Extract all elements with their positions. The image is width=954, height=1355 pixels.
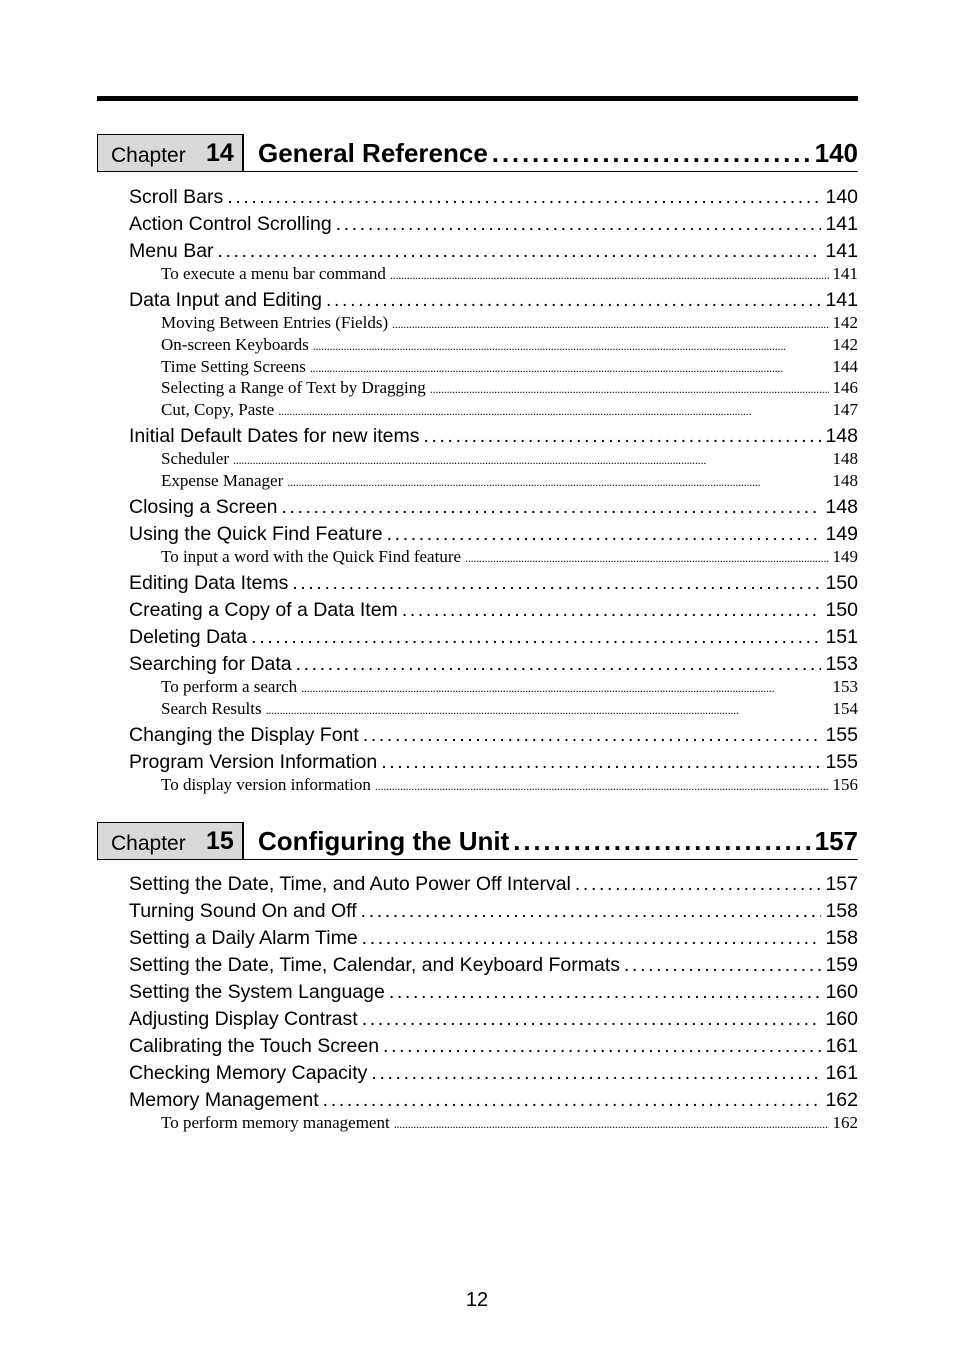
toc-entry-page: 141 [832, 264, 858, 283]
toc-entry-page: 142 [832, 313, 858, 332]
toc-entry-page: 159 [825, 954, 858, 976]
toc-entry-label: Checking Memory Capacity [129, 1062, 368, 1084]
toc-subentry[interactable] [161, 699, 858, 719]
toc-entry[interactable] [129, 523, 858, 546]
dot-leader [465, 547, 828, 567]
toc-subentry[interactable] [161, 677, 858, 697]
toc-entry-label: Scroll Bars [129, 186, 224, 208]
toc-entry-label: Searching for Data [129, 653, 292, 675]
toc-entry[interactable] [129, 425, 858, 448]
toc-entry-label: Action Control Scrolling [129, 213, 332, 235]
dot-leader [310, 357, 829, 377]
toc-entry[interactable] [129, 213, 858, 236]
dot-leader [390, 264, 829, 284]
dot-leader [371, 1062, 821, 1085]
toc-entry-label: Adjusting Display Contrast [129, 1008, 358, 1030]
toc-subentry[interactable] [161, 357, 858, 377]
toc-subentry[interactable] [161, 264, 858, 284]
toc-entry-page: 160 [825, 981, 858, 1003]
dot-leader [423, 425, 821, 448]
chapter-title: Configuring the Unit [258, 826, 510, 856]
toc-entry-label: Initial Default Dates for new items [129, 425, 420, 448]
toc-subentry[interactable] [161, 775, 858, 795]
toc-entry[interactable] [129, 626, 858, 649]
toc-entry-page: 141 [825, 240, 858, 262]
chapter-word: Chapter [111, 144, 186, 167]
dot-leader [336, 213, 822, 236]
dot-leader [492, 138, 811, 169]
toc-entry[interactable] [129, 599, 858, 622]
toc-entry-label: Data Input and Editing [129, 289, 322, 311]
toc-entry-page: 148 [825, 425, 858, 448]
dot-leader [381, 751, 821, 774]
toc-entry-page: 146 [832, 378, 858, 398]
toc-entry-label: Deleting Data [129, 626, 248, 648]
toc-entry-label: On-screen Keyboards [161, 334, 309, 354]
chapter-title-link[interactable] [258, 138, 858, 169]
toc-entry-label: Expense Manager [161, 471, 284, 490]
toc-entry-label: Selecting a Range of Text by Dragging [161, 378, 426, 398]
dot-leader [402, 599, 822, 622]
dot-leader [233, 449, 829, 469]
toc-entry[interactable] [129, 496, 858, 519]
toc-entry-page: 147 [832, 400, 858, 420]
toc-entry[interactable] [129, 724, 858, 747]
toc-entry-page: 155 [825, 750, 858, 773]
toc-entry-label: Setting a Daily Alarm Time [129, 927, 358, 949]
toc-entry-page: 155 [825, 723, 858, 746]
dot-leader [430, 378, 829, 398]
chapter-page: 157 [814, 826, 858, 856]
toc-entry-page: 154 [832, 698, 858, 718]
chapter-underline [243, 859, 858, 860]
toc-entry-page: 150 [825, 599, 858, 621]
toc-subentry[interactable] [161, 378, 858, 398]
dot-leader [361, 900, 822, 923]
toc-entry-page: 148 [832, 471, 858, 490]
toc-entry-page: 148 [832, 449, 858, 469]
dot-leader [227, 186, 821, 209]
dot-leader [296, 653, 822, 676]
dot-leader [513, 826, 810, 857]
toc-entry-label: Turning Sound On and Off [129, 900, 357, 922]
dot-leader [362, 927, 822, 950]
dot-leader [313, 335, 829, 355]
toc-entry-label: Time Setting Screens [161, 356, 306, 376]
page-number: 12 [465, 1289, 489, 1311]
dot-leader [362, 1008, 822, 1031]
dot-leader [287, 471, 828, 491]
toc-entry-page: 162 [832, 1113, 858, 1132]
toc-entry[interactable] [129, 240, 858, 263]
toc-entry-label: Editing Data Items [129, 572, 289, 594]
toc-entry-label: Menu Bar [129, 240, 214, 262]
toc-entry-label: Closing a Screen [129, 496, 278, 518]
dot-leader [323, 1089, 822, 1112]
dot-leader [266, 699, 829, 719]
dot-leader [387, 523, 822, 546]
toc-entry[interactable] [129, 954, 858, 977]
toc-entry[interactable] [129, 927, 858, 950]
toc-entry-label: Cut, Copy, Paste [161, 400, 275, 420]
toc-entry-page: 158 [825, 900, 858, 922]
dot-leader [363, 724, 822, 747]
toc-entry-page: 141 [825, 289, 858, 311]
dot-leader [282, 496, 822, 519]
top-rule [97, 96, 858, 101]
toc-entry-page: 161 [825, 1062, 858, 1084]
toc-entry-label: Changing the Display Font [129, 723, 359, 746]
dot-leader [383, 1035, 821, 1058]
chapter-page: 140 [814, 138, 858, 168]
dot-leader [375, 775, 829, 795]
chapter-14-header [97, 134, 858, 172]
toc-entry-page: 156 [832, 774, 858, 794]
toc-entry-label: Setting the System Language [129, 981, 385, 1003]
toc-entry-page: 157 [825, 873, 858, 895]
toc-entry-page: 150 [825, 572, 858, 594]
toc-subentry[interactable] [161, 1113, 858, 1133]
toc-entry-label: To execute a menu bar command [161, 264, 386, 283]
toc-entry[interactable] [129, 653, 858, 676]
chapter-number: 14 [206, 139, 234, 167]
dot-leader [389, 981, 822, 1004]
toc-entry-page: 149 [825, 523, 858, 545]
chapter-title-link[interactable] [258, 826, 858, 857]
toc-entry[interactable] [129, 751, 858, 774]
toc-entry[interactable] [129, 873, 858, 896]
toc-entry-page: 142 [832, 334, 858, 354]
toc-entry-label: To display version information [161, 774, 371, 794]
toc-entry[interactable] [129, 1008, 858, 1031]
dot-leader [624, 954, 821, 977]
toc-entry-page: 153 [825, 653, 858, 675]
toc-subentry[interactable] [161, 471, 858, 491]
toc-entry-page: 160 [825, 1008, 858, 1030]
dot-leader [301, 677, 828, 697]
toc-entry-page: 151 [825, 626, 858, 648]
toc-subentry[interactable] [161, 400, 858, 420]
chapter-underline [243, 171, 858, 172]
dot-leader [278, 400, 828, 420]
toc-entry-label: Search Results [161, 698, 262, 718]
toc-entry[interactable] [129, 572, 858, 595]
toc-entry-page: 140 [825, 186, 858, 208]
chapter-divider [243, 822, 244, 860]
dot-leader [394, 1113, 829, 1133]
toc-entry-label: Calibrating the Touch Screen [129, 1035, 380, 1057]
toc-entry-page: 161 [825, 1035, 858, 1057]
toc-entry-page: 144 [832, 356, 858, 376]
dot-leader [292, 572, 821, 595]
toc-subentry[interactable] [161, 313, 858, 333]
chapter-word: Chapter [111, 832, 186, 855]
toc-entry-label: Program Version Information [129, 750, 378, 773]
toc-entry[interactable] [129, 289, 858, 312]
chapter-title: General Reference [258, 138, 488, 168]
toc-entry-page: 141 [825, 213, 858, 235]
toc-entry-page: 153 [832, 677, 858, 696]
toc-entry-label: Scheduler [161, 449, 229, 469]
toc-entry-page: 162 [825, 1089, 858, 1111]
toc-subentry[interactable] [161, 547, 858, 567]
dot-leader [575, 873, 822, 896]
chapter-number: 15 [206, 827, 234, 855]
toc-entry-label: Setting the Date, Time, Calendar, and Keyboard Formats [129, 954, 621, 976]
toc-entry-page: 149 [832, 547, 858, 566]
toc-entry[interactable] [129, 1089, 858, 1112]
dot-leader [251, 626, 821, 649]
chapter-15-header [97, 822, 858, 860]
toc-entry-label: To input a word with the Quick Find feature [161, 547, 462, 566]
dot-leader [392, 313, 828, 333]
toc-entry[interactable] [129, 900, 858, 923]
toc-entry-page: 158 [825, 927, 858, 949]
toc-entry[interactable] [129, 1035, 858, 1058]
toc-entry[interactable] [129, 186, 858, 209]
chapter-label-box [97, 822, 243, 860]
toc-entry-label: Setting the Date, Time, and Auto Power Off Interval [129, 873, 571, 895]
toc-subentry[interactable] [161, 335, 858, 355]
toc-entry[interactable] [129, 1062, 858, 1085]
toc-entry-label: Memory Management [129, 1089, 319, 1111]
toc-entry-page: 148 [825, 496, 858, 518]
toc-entry-label: Using the Quick Find Feature [129, 523, 383, 545]
dot-leader [326, 289, 821, 312]
toc-subentry[interactable] [161, 449, 858, 469]
toc-entry-label: To perform a search [161, 677, 298, 696]
toc-entry-label: Moving Between Entries (Fields) [161, 313, 389, 332]
chapter-label-box [97, 134, 243, 172]
chapter-divider [243, 134, 244, 172]
toc-entry[interactable] [129, 981, 858, 1004]
dot-leader [218, 240, 822, 263]
toc-entry-label: Creating a Copy of a Data Item [129, 599, 398, 621]
toc-entry-label: To perform memory management [161, 1113, 390, 1132]
